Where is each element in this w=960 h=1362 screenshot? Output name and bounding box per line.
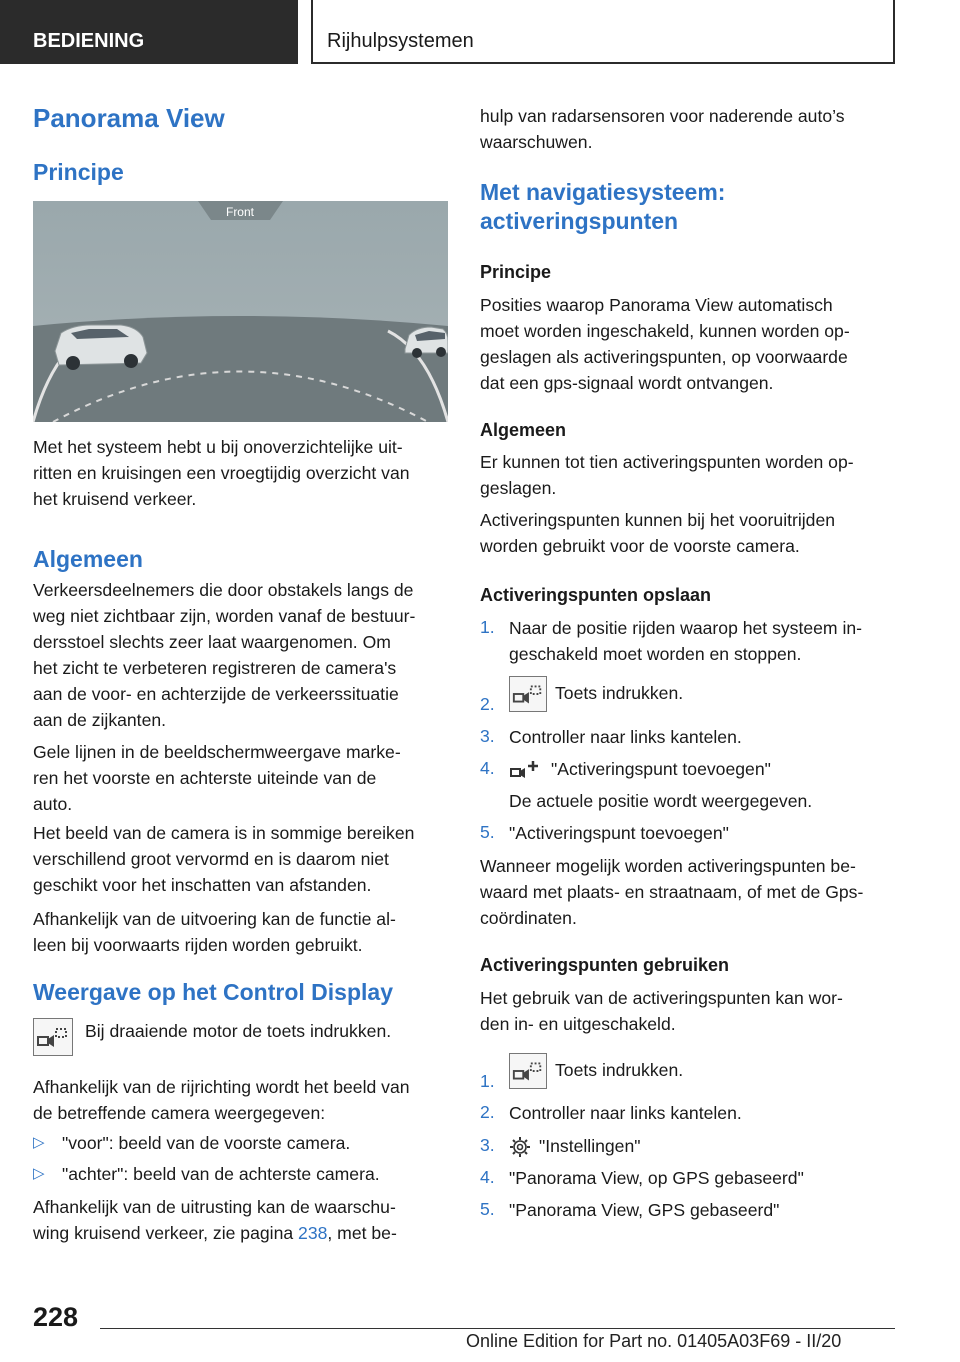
continued-paragraph: hulp van radarsensoren voor naderende auto’s waarschuwen. xyxy=(480,106,845,152)
principe-subheading: Principe xyxy=(480,262,552,282)
step-number: 4. xyxy=(480,758,495,778)
step-subtext: De actuele positie wordt weergegeven. xyxy=(509,791,813,811)
page-number: 228 xyxy=(33,1302,79,1332)
step-number: 3. xyxy=(480,1135,495,1155)
gebruiken-paragraph: Het gebruik van de activeringspunten kan wor- den in- en uitgeschakeld. xyxy=(480,988,843,1034)
footer-edition: Online Edition for Part no. 01405A03F69 - II/20 xyxy=(466,1331,842,1351)
gear-icon xyxy=(509,1136,531,1158)
opslaan-paragraph: Wanneer mogelijk worden activeringspunten be- waard met plaats- en straatnaam, of met de Gps- coördinaten. xyxy=(480,856,864,928)
chapter-label: Rijhulpsystemen xyxy=(327,30,474,52)
bullet-triangle-icon: ▷ xyxy=(33,1165,45,1182)
add-point-icon xyxy=(509,759,543,781)
gebruiken-heading: Activeringspunten gebruiken xyxy=(480,955,730,975)
step-number: 5. xyxy=(480,822,495,842)
weergave-paragraph-2: Afhankelijk van de uitrusting kan de waarschu- wing kruisend verkeer, zie pagina 238, met be- xyxy=(33,1197,397,1243)
step-number: 3. xyxy=(480,726,495,746)
camera-button-icon xyxy=(509,676,547,712)
algemeen-paragraph-3: Het beeld van de camera is in sommige bereiken verschillend groot vervormd en is daarom niet geschikt voor het inschatten van afstanden. xyxy=(33,823,415,895)
chapter-tab xyxy=(311,0,895,64)
step-text: "Panorama View, op GPS gebaseerd" xyxy=(509,1168,804,1188)
intro-paragraph: Met het systeem hebt u bij onoverzichtelijke uit- ritten en kruisingen een vroegtijdig overzicht van het kruisend verkeer. xyxy=(33,437,410,509)
page-link[interactable]: 238 xyxy=(298,1223,328,1243)
step-number: 2. xyxy=(480,1102,495,1122)
camera-button-icon xyxy=(509,1053,547,1089)
principe-heading: Principe xyxy=(33,159,124,185)
weergave-paragraph-1: Afhankelijk van de rijrichting wordt het beeld van de betreffende camera weergegeven: xyxy=(33,1077,410,1123)
bullet-item: "voor": beeld van de voorste camera. xyxy=(62,1133,351,1153)
algemeen-paragraph-2: Gele lijnen in de beeldschermweergave marke- ren het voorste en achterste uiteinde van de auto. xyxy=(33,742,401,814)
algemeen-paragraph-1: Er kunnen tot tien activeringspunten worden op- geslagen. xyxy=(480,452,854,498)
algemeen-paragraph-1: Verkeersdeelnemers die door obstakels langs de weg niet zichtbaar zijn, worden vanaf de bestuur- dersstoel slechts zeer laat waargenomen. Om het zicht te verbeteren registreren de camera's aan de voor- en achterzijde de verkeerssituatie aan de zijkanten. xyxy=(33,580,416,730)
section-tab xyxy=(0,0,298,64)
principe-paragraph: Posities waarop Panorama View automatisch moet worden ingeschakeld, kunnen worden op- geslagen als activeringspunten, op voorwaarde dat een gps-signaal wordt ontvangen. xyxy=(480,295,850,393)
footer-divider xyxy=(100,1328,895,1329)
step-text: "Panorama View, GPS gebaseerd" xyxy=(509,1200,780,1220)
car-left xyxy=(55,325,147,370)
step-number: 1. xyxy=(480,617,495,637)
algemeen-heading: Algemeen xyxy=(33,546,143,572)
section-label: BEDIENING xyxy=(33,30,145,52)
bullet-item: "achter": beeld van de achterste camera. xyxy=(62,1164,380,1184)
weergave-icon-text: Bij draaiende motor de toets indrukken. xyxy=(85,1021,392,1041)
algemeen-paragraph-2: Activeringspunten kunnen bij het vooruitrijden worden gebruikt voor de voorste camera. xyxy=(480,510,836,556)
opslaan-heading: Activeringspunten opslaan xyxy=(480,585,712,605)
step-text: Controller naar links kantelen. xyxy=(509,727,742,747)
step-text: "Instellingen" xyxy=(509,1133,899,1159)
algemeen-subheading: Algemeen xyxy=(480,420,567,440)
step-text: "Activeringspunt toevoegen" xyxy=(509,823,729,843)
page-title: Panorama View xyxy=(33,103,225,133)
algemeen-paragraph-4: Afhankelijk van de uitvoering kan de functie al- leen bij voorwaarts rijden worden gebruikt. xyxy=(33,909,396,955)
step-number: 5. xyxy=(480,1199,495,1219)
step-text: "Activeringspunt toevoegen" xyxy=(509,756,899,782)
step-text: Controller naar links kantelen. xyxy=(509,1103,742,1123)
front-label: Front xyxy=(225,205,255,219)
step-text: Naar de positie rijden waarop het systeem in- geschakeld moet worden en stoppen. xyxy=(509,618,863,664)
step-text: Toets indrukken. xyxy=(509,674,899,712)
panorama-image xyxy=(33,201,448,422)
bullet-triangle-icon: ▷ xyxy=(33,1134,45,1151)
step-number: 4. xyxy=(480,1167,495,1187)
nav-heading: Met navigatiesysteem: activeringspunten xyxy=(480,179,726,234)
step-number: 1. xyxy=(480,1071,495,1091)
step-number: 2. xyxy=(480,694,495,714)
weergave-heading: Weergave op het Control Display xyxy=(33,979,393,1005)
step-text: Toets indrukken. xyxy=(509,1051,899,1089)
camera-button-icon xyxy=(33,1018,73,1056)
